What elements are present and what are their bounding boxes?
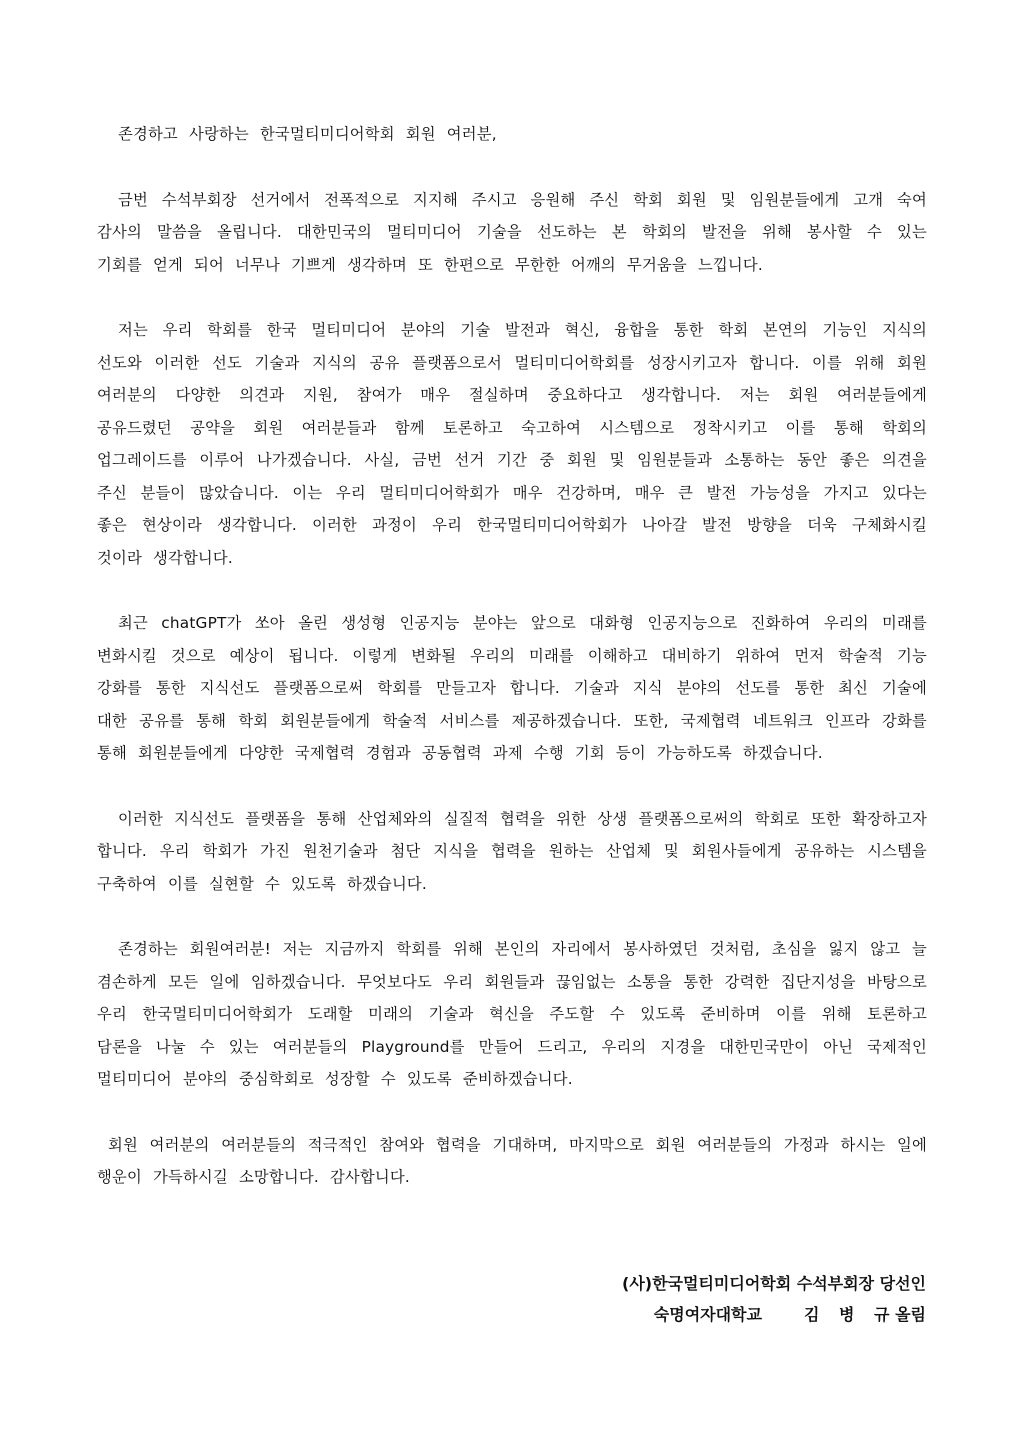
letter-body xyxy=(97,118,927,1227)
letter-paragraph-thanks: 금번 수석부회장 선거에서 전폭적으로 지지해 주시고 응원해 주신 학회 회원 및 임원분들에게 고개 숙여 감사의 말씀을 올립니다. 대한민국의 멀티미디어 기술을 선도하는 본 학회의 발전을 위해 봉사할 수 있는 기회를 얻게 되어 너무나 기쁘게 생각하며 또 한편으로 무한한 어깨의 무거움을 느낍니다. xyxy=(97,190,927,274)
letter-paragraph-industry: 이러한 지식선도 플랫폼을 통해 산업체와의 실질적 협력을 위한 상생 플랫폼으로써의 학회로 또한 확장하고자 합니다. 우리 학회가 가진 원천기술과 첨단 지식을 협력을 원하는 산업체 및 회원사들에게 공유하는 시스템을 구축하여 이를 실현할 수 있도록 하겠습니다. xyxy=(97,809,927,893)
letter-paragraph-ai: 최근 chatGPT가 쏘아 올린 생성형 인공지능 분야는 앞으로 대화형 인공지능으로 진화하여 우리의 미래를 변화시킬 것으로 예상이 됩니다. 이렇게 변화될 우리의 미래를 이해하고 대비하기 위하여 먼저 학술적 기능 강화를 통한 지식선도 플랫폼으로써 학회를 만들고자 합니다. 기술과 지식 분야의 선도를 통한 최신 기술에 대한 공유를 통해 학회 회원분들에게 학술적 서비스를 제공하겠습니다. 또한, 국제협력 네트워크 인프라 강화를 통해 회원분들에게 다양한 국제협력 경험과 공동협력 과제 수행 기회 등이 가능하도록 하겠습니다. xyxy=(97,614,927,762)
signature-author-line xyxy=(622,1299,926,1330)
letter-greeting: 존경하고 사랑하는 한국멀티미디어학회 회원 여러분, xyxy=(118,125,497,143)
letter-paragraph-commitment: 존경하는 회원여러분! 저는 지금까지 학회를 위해 본인의 자리에서 봉사하였던 것처럼, 초심을 잃지 않고 늘 겸손하게 모든 일에 임하겠습니다. 무엇보다도 우리 회원들과 끊임없는 소통을 통한 강력한 집단지성을 바탕으로 우리 한국멀티미디어학회가 도래할 미래의 기술과 혁신을 주도할 수 있도록 준비하며 이를 위해 토론하고 담론을 나눌 수 있는 여러분들의 Playground를 만들어 드리고, 우리의 지경을 대한민국만이 아닌 국제적인 멀티미디어 분야의 중심학회로 성장할 수 있도록 준비하겠습니다. xyxy=(97,940,927,1088)
signature-name: 김 병 규 xyxy=(803,1305,890,1324)
signature-affiliation: 숙명여자대학교 xyxy=(653,1305,762,1324)
letter-paragraph-vision: 저는 우리 학회를 한국 멀티미디어 분야의 기술 발전과 혁신, 융합을 통한 학회 본연의 기능인 지식의 선도와 이러한 선도 기술과 지식의 공유 플랫폼으로서 멀티미디어학회를 성장시키고자 합니다. 이를 위해 회원 여러분의 다양한 의견과 지원, 참여가 매우 절실하며 중요하다고 생각합니다. 저는 회원 여러분들에게 공유드렸던 공약을 회원 여러분들과 함께 토론하고 숙고하여 시스템으로 정착시키고 이를 통해 학회의 업그레이드를 이루어 나가겠습니다. 사실, 금번 선거 기간 중 회원 및 임원분들과 소통하는 동안 좋은 의견을 주신 분들이 많았습니다. 이는 우리 멀티미디어학회가 매우 건강하며, 매우 큰 발전 가능성을 가지고 있다는 좋은 현상이라 생각합니다. 이러한 과정이 우리 한국멀티미디어학회가 나아갈 발전 방향을 더욱 구체화시킬 것이라 생각합니다. xyxy=(97,321,927,567)
signature-closing: 올림 xyxy=(895,1305,926,1324)
signature-block xyxy=(622,1268,926,1330)
letter-paragraph-closing: 회원 여러분의 여러분들의 적극적인 참여와 협력을 기대하며, 마지막으로 회원 여러분들의 가정과 하시는 일에 행운이 가득하시길 소망합니다. 감사합니다. xyxy=(97,1135,927,1186)
signature-organization: (사)한국멀티미디어학회 수석부회장 당선인 xyxy=(622,1274,926,1293)
